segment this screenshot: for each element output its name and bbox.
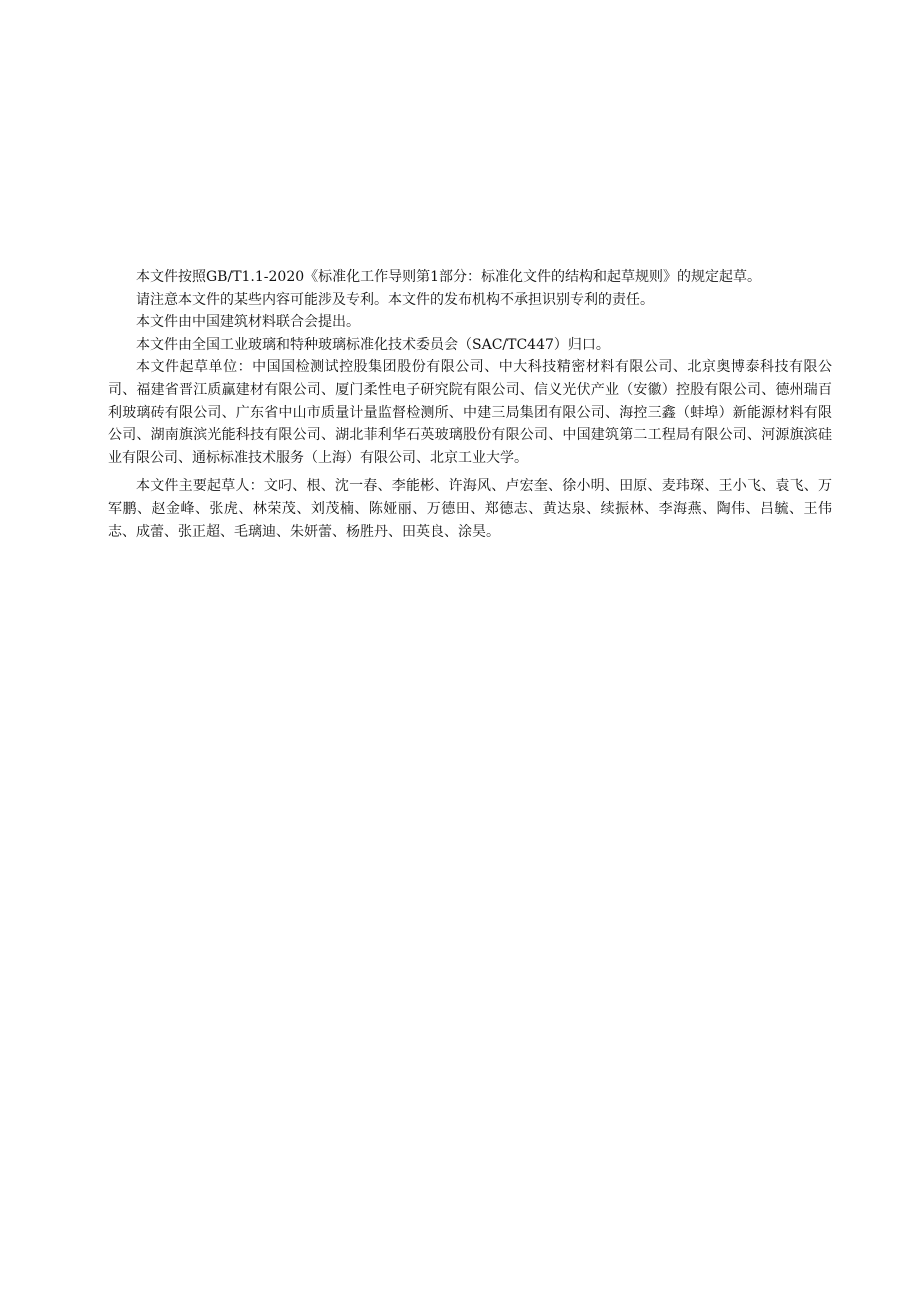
patent-notice-paragraph: 请注意本文件的某些内容可能涉及专利。本文件的发布机构不承担识别专利的责任。 xyxy=(136,291,654,308)
drafters-paragraph: 本文件主要起草人：文叼、根、沈一春、李能彬、许海风、卢宏奎、徐小明、田原、麦玮琛、王小飞、袁飞、万军鹏、赵金峰、张虎、林荣茂、刘茂楠、陈娅丽、万德田、郑德志、黄达泉、续振林、李海燕、陶伟、吕毓、王伟志、成蕾、张正超、毛璃迪、朱妍蕾、杨胜丹、田英良、涂昊。 xyxy=(108,478,832,540)
drafting-rules-paragraph: 本文件按照GB/T1.1-2020《标准化工作导则第1部分：标准化文件的结构和起草规则》的规定起草。 xyxy=(136,269,762,285)
foreword-section xyxy=(108,266,832,543)
committee-paragraph: 本文件由全国工业玻璃和特种玻璃标准化技术委员会（SAC/TC447）归口。 xyxy=(136,336,610,353)
drafting-units-paragraph: 本文件起草单位：中国国检测试控股集团股份有限公司、中大科技精密材料有限公司、北京奥博泰科技有限公司、福建省晋江质赢建材有限公司、厦门柔性电子研究院有限公司、信义光伏产业（安徽）控股有限公司、德州瑞百利玻璃砖有限公司、广东省中山市质量计量监督检测所、中建三局集团有限公司、海控三鑫（蚌埠）新能源材料有限公司、湖南旗滨光能科技有限公司、湖北菲利华石英玻璃股份有限公司、中国建筑第二工程局有限公司、河源旗滨硅业有限公司、通标标准技术服务（上海）有限公司、北京工业大学。 xyxy=(108,359,832,466)
proposer-paragraph: 本文件由中国建筑材料联合会提出。 xyxy=(136,314,360,331)
